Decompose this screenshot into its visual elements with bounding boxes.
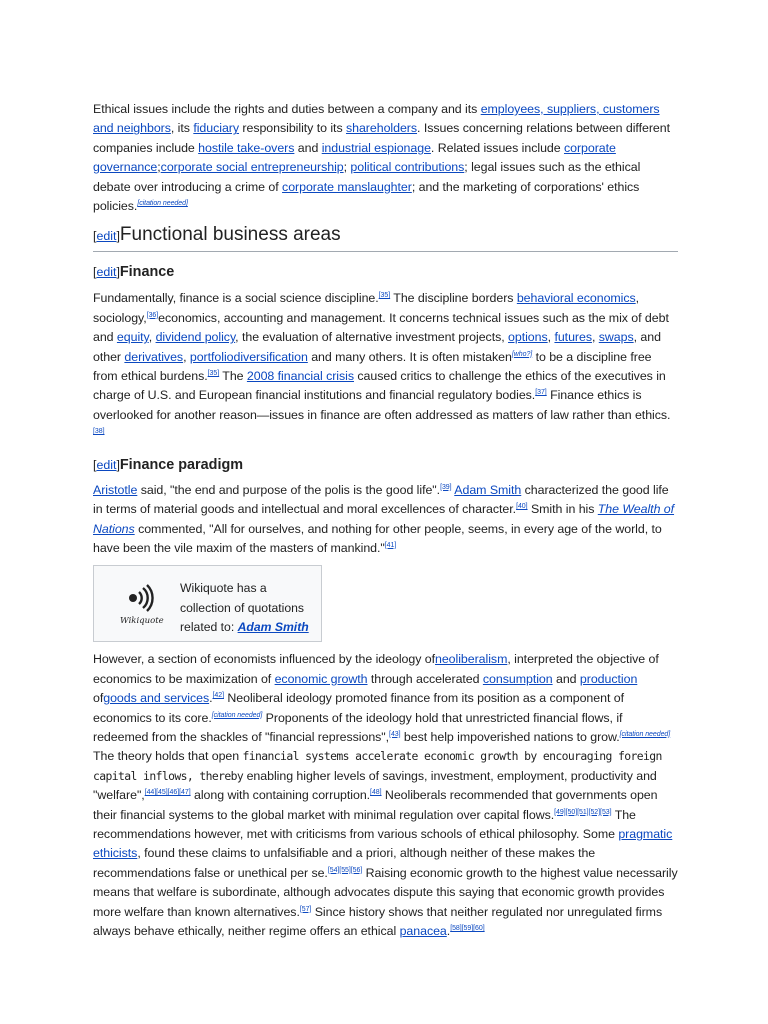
text: through accelerated xyxy=(367,671,483,686)
ref-link[interactable]: [42] xyxy=(212,692,224,700)
reference[interactable] xyxy=(370,789,381,796)
text: Smith in his xyxy=(527,502,598,517)
text: Neoliberals recommended that governments open their financial systems to the global market with minimal regulation over capital flows. xyxy=(93,788,658,822)
bracket: ] xyxy=(116,457,120,472)
heading-finance-paradigm xyxy=(93,455,678,475)
citation-needed[interactable] xyxy=(137,200,188,207)
citation-needed-link[interactable]: [citation needed] xyxy=(211,711,263,719)
ref-link[interactable]: [35] xyxy=(378,292,391,300)
text-monospace: financial systems accelerate economic growth by encouraging foreign capital inflows, thereby xyxy=(93,749,662,783)
ref-link[interactable]: [35] xyxy=(207,370,220,378)
text: . xyxy=(446,924,451,938)
ref-link[interactable]: [41] xyxy=(384,541,397,549)
text: , xyxy=(183,349,190,364)
bracket: [ xyxy=(93,457,97,472)
text: , xyxy=(148,330,156,345)
link-hostile-take-overs[interactable]: hostile take-overs xyxy=(198,140,295,155)
reference[interactable] xyxy=(450,925,484,932)
text: The xyxy=(219,369,247,384)
link-goods-and-services[interactable]: goods and services xyxy=(103,691,210,706)
link-behavioral-economics[interactable]: behavioral economics xyxy=(516,291,636,306)
link-pragmatic-ethicists[interactable]: pragmatic ethicists xyxy=(93,826,673,861)
citation-needed[interactable] xyxy=(620,731,671,738)
link-wealth-of-nations[interactable]: The Wealth of Nations xyxy=(93,502,675,536)
link-consumption[interactable]: consumption xyxy=(482,671,553,686)
link-corporate-manslaughter[interactable]: corporate manslaughter xyxy=(282,179,412,194)
reference[interactable] xyxy=(147,312,158,319)
text: along with containing corruption. xyxy=(190,788,371,803)
text: and xyxy=(552,671,580,686)
link-corporate-governance[interactable]: corporate governance xyxy=(93,140,616,175)
reference[interactable] xyxy=(516,503,527,510)
text: responsibility to its xyxy=(239,121,346,136)
heading-text: Finance xyxy=(119,264,175,281)
reference[interactable] xyxy=(440,484,451,491)
text: ; xyxy=(343,160,351,175)
text: . Related issues include xyxy=(430,140,564,155)
text: , the evaluation of alternative investment projects, xyxy=(235,330,509,345)
link-industrial-espionage[interactable]: industrial espionage xyxy=(321,140,431,155)
bracket: [ xyxy=(93,229,97,244)
ref-link[interactable]: [43] xyxy=(389,730,401,738)
reference[interactable] xyxy=(535,389,546,396)
citation-needed-link[interactable]: [citation needed] xyxy=(619,730,671,738)
text: and xyxy=(294,140,322,155)
text: The discipline borders xyxy=(390,291,517,306)
text: characterized the good life in terms of material goods and intellectual and moral excellences of character. xyxy=(93,482,669,517)
text: Finance ethics is overlooked for another reason—issues in finance are often addressed as matters of law rather than ethics. xyxy=(93,388,671,422)
citation-needed[interactable] xyxy=(212,712,263,719)
text: , found these claims to unfalsifiable and a priori, although neither of these makes the recommendations false or unethical per se. xyxy=(93,846,596,880)
citation-needed-link[interactable]: [citation needed] xyxy=(137,200,188,208)
finance-paragraph xyxy=(93,289,678,444)
text: , xyxy=(591,330,599,345)
text: ; legal issues such as the ethical debate over introducing a crime of xyxy=(93,160,641,194)
ref-link[interactable]: [58][59][60] xyxy=(450,925,485,932)
reference[interactable] xyxy=(213,692,224,699)
ref-link[interactable]: [49][50][51][52][53] xyxy=(554,808,612,816)
edit-section-functional xyxy=(93,229,120,243)
bracket: ] xyxy=(116,265,120,280)
edit-section-finance xyxy=(93,265,120,279)
link-shareholders[interactable]: shareholders xyxy=(345,121,418,136)
text: , sociology, xyxy=(93,291,640,325)
neoliberalism-paragraph xyxy=(93,650,678,941)
text: The recommendations however, met with criticisms from various schools of ethical philosophy. Some xyxy=(93,807,636,841)
text: enabling higher levels of savings, investment, employment, productivity and "welfare", xyxy=(93,768,657,803)
article-body xyxy=(93,100,678,941)
text: . xyxy=(209,691,213,706)
wikiquote-logo-icon xyxy=(119,584,164,627)
reference[interactable] xyxy=(208,370,219,377)
link-portfolio-diversification[interactable]: portfoliodiversification xyxy=(189,349,308,364)
reference[interactable] xyxy=(554,809,611,816)
edit-link[interactable]: edit xyxy=(96,265,117,280)
who-tag[interactable] xyxy=(512,351,532,358)
link-2008-financial-crisis[interactable]: 2008 financial crisis xyxy=(246,369,354,384)
text: Fundamentally, finance is a social science discipline. xyxy=(93,291,379,306)
text: economics, accounting and management. It concerns technical issues such as the mix of debt and xyxy=(93,310,669,345)
link-derivatives[interactable]: derivatives xyxy=(124,349,184,364)
reference[interactable] xyxy=(389,731,400,738)
edit-link[interactable]: edit xyxy=(96,229,117,244)
link-employees-suppliers[interactable]: employees, suppliers, customers and neighbors xyxy=(93,102,660,136)
text: . Issues concerning relations between different companies include xyxy=(93,121,670,155)
reference[interactable] xyxy=(385,542,396,549)
intro-paragraph xyxy=(93,100,678,216)
text: Since history shows that neither regulated nor unregulated firms always behave ethically, neither regime offers an ethical xyxy=(93,904,663,938)
text: said, "the end and purpose of the polis is the good life". xyxy=(137,482,441,497)
text: ; and the marketing of corporations' ethics policies. xyxy=(93,179,640,214)
link-wikiquote-adam-smith[interactable]: Adam Smith xyxy=(237,620,309,635)
reference[interactable] xyxy=(300,906,311,913)
ref-link[interactable]: [40] xyxy=(516,503,528,511)
text: ; xyxy=(157,160,161,175)
wikiquote-box xyxy=(93,565,322,642)
link-aristotle[interactable]: Aristotle xyxy=(93,482,138,497)
text: Neoliberal ideology promoted finance from its position as a component of economics to its core. xyxy=(93,691,624,725)
link-futures[interactable]: futures xyxy=(554,330,592,345)
ref-link[interactable]: [57] xyxy=(299,905,312,913)
edit-link[interactable]: edit xyxy=(96,457,117,472)
ref-link[interactable]: [36] xyxy=(146,311,159,319)
wikiquote-logo-text: Wikiquote xyxy=(120,616,164,627)
text: Ethical issues include the rights and duties between a company and its xyxy=(93,102,481,116)
text: , xyxy=(547,330,555,345)
text: and many others. It is often mistaken xyxy=(307,349,512,364)
text: Wikiquote has a collection of quotations related to: xyxy=(180,581,304,635)
ref-link[interactable]: [39] xyxy=(440,483,452,491)
text: Proponents of the ideology hold that unrestricted financial flows, if redeemed from the shackles of "financial repressions", xyxy=(93,710,623,744)
link-equity[interactable]: equity xyxy=(116,330,149,345)
reference[interactable] xyxy=(93,428,104,435)
heading-functional-business-areas xyxy=(93,223,678,252)
text: caused critics to challenge the ethics of the executives in charge of U.S. and European financial institutions and financial regulatory bodies. xyxy=(93,369,666,403)
text: best help impoverished nations to grow. xyxy=(400,729,620,744)
link-dividend-policy[interactable]: dividend policy xyxy=(155,330,236,345)
heading-text: Functional business areas xyxy=(119,224,341,246)
bracket: ] xyxy=(116,229,120,244)
link-economic-growth[interactable]: economic growth xyxy=(274,671,368,686)
link-swaps[interactable]: swaps xyxy=(598,330,634,345)
who-link[interactable]: [who?] xyxy=(511,350,533,358)
link-political-contributions[interactable]: political contributions xyxy=(350,160,465,175)
text: to be a discipline free from ethical burdens. xyxy=(93,349,652,384)
link-production[interactable]: production xyxy=(579,671,638,686)
text: commented, "All for ourselves, and nothing for other people, seems, in every age of the world, to have been the vile maxim of the masters of mankind." xyxy=(93,521,662,555)
text: of xyxy=(93,691,104,706)
text: The theory holds that open xyxy=(93,749,243,764)
ref-link[interactable]: [54][55][56] xyxy=(327,866,363,874)
link-options[interactable]: options xyxy=(508,330,548,345)
reference[interactable] xyxy=(328,867,362,874)
ref-link[interactable]: [37] xyxy=(535,389,547,397)
text: However, a section of economists influenced by the ideology of xyxy=(93,652,435,667)
link-adam-smith[interactable]: Adam Smith xyxy=(454,482,522,497)
heading-text: Finance paradigm xyxy=(119,456,244,473)
edit-section-paradigm xyxy=(93,458,120,472)
link-corporate-social-entrepreneurship[interactable]: corporate social entrepreneurship xyxy=(160,160,344,175)
reference[interactable] xyxy=(145,789,191,796)
text: , its xyxy=(170,121,194,136)
text: Raising economic growth to the highest value necessarily means that welfare is subordinate, although advocates dispute this saying that economic growth provides more welfare than known alternatives. xyxy=(93,865,678,919)
link-fiduciary[interactable]: fiduciary xyxy=(193,121,240,136)
heading-finance xyxy=(93,262,678,282)
reference[interactable] xyxy=(379,292,390,299)
link-panacea[interactable]: panacea xyxy=(399,924,447,938)
link-neoliberalism[interactable]: neoliberalism xyxy=(434,652,508,667)
ref-link[interactable]: [38] xyxy=(93,428,105,436)
bracket: [ xyxy=(93,265,97,280)
paradigm-paragraph xyxy=(93,481,678,559)
text: , interpreted the objective of economics to be maximization of xyxy=(93,652,659,686)
ref-link[interactable]: [48] xyxy=(370,789,382,797)
text: , and other xyxy=(93,330,661,364)
ref-link[interactable]: [44][45][46][47] xyxy=(144,789,191,797)
wikiquote-text xyxy=(180,579,320,637)
